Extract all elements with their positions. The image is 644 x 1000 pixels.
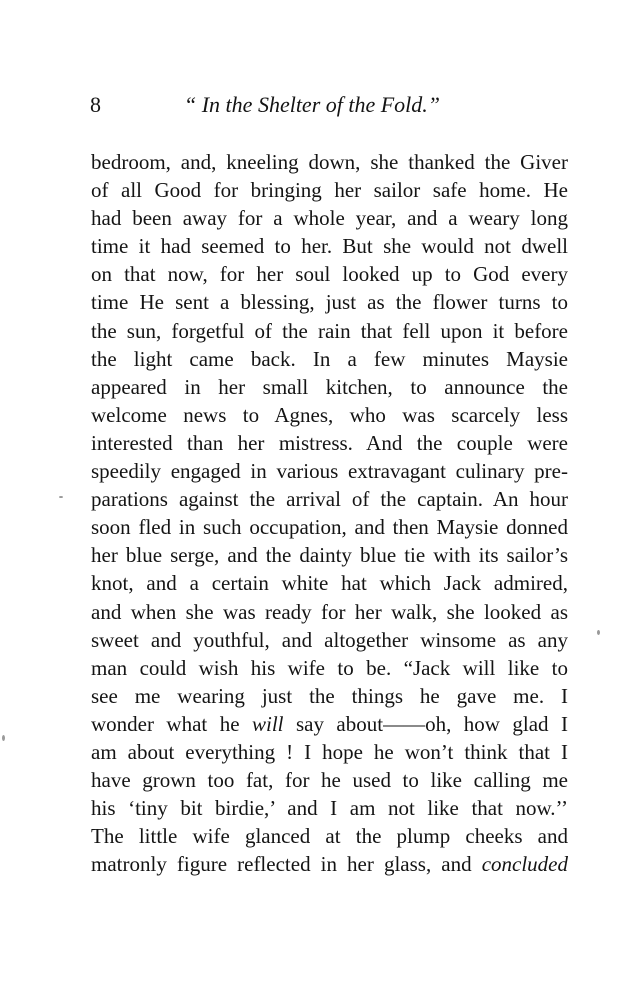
- text-line: time it had seemed to her. But she would not dwell: [91, 234, 568, 259]
- italic-word: will: [252, 711, 284, 736]
- text-line: bedroom, and, kneeling down, she thanked the Giver: [91, 150, 568, 174]
- text-line: on that now, for her soul looked up to God every: [91, 262, 568, 287]
- text-segment: say about——oh, how glad I: [283, 711, 569, 736]
- text-line: The little wife glanced at the plump cheeks and: [91, 824, 568, 849]
- text-line: the sun, forgetful of the rain that fell upon it before: [91, 318, 568, 343]
- paper-speck: [597, 630, 600, 635]
- text-line: time He sent a blessing, just as the flower turns to: [91, 290, 568, 315]
- text-segment: matronly figure reflected in her glass, and: [91, 852, 482, 877]
- text-line: his ‘tiny bit birdie,’ and I am not like that now.’’: [91, 796, 568, 821]
- text-line: have grown too fat, for he used to like calling me: [91, 768, 568, 793]
- text-line: sweet and youthful, and altogether winsome as any: [91, 627, 568, 652]
- page-number: 8: [90, 92, 101, 117]
- text-line: welcome news to Agnes, who was scarcely less: [91, 402, 568, 427]
- text-line: [91, 710, 568, 738]
- text-line: speedily engaged in various extravagant culinary pre-: [91, 459, 568, 484]
- text-line: soon fled in such occupation, and then Maysie donned: [91, 515, 568, 540]
- text-line: of all Good for bringing her sailor safe home. He: [91, 178, 568, 203]
- text-line: [91, 850, 568, 878]
- text-line: had been away for a whole year, and a weary long: [91, 206, 568, 231]
- page-header: [90, 92, 570, 122]
- italic-word: concluded: [481, 852, 568, 877]
- running-title: “ In the Shelter of the Fold.”: [184, 92, 441, 117]
- text-line: the light came back. In a few minutes Maysie: [91, 346, 568, 371]
- text-segment: wonder what he: [91, 711, 252, 736]
- text-line: her blue serge, and the dainty blue tie with its sailor’s: [91, 543, 568, 568]
- text-line: appeared in her small kitchen, to announce the: [91, 374, 568, 399]
- paper-speck: [2, 735, 5, 741]
- text-line: man could wish his wife to be. “Jack will like to: [91, 655, 568, 680]
- paper-speck: [59, 496, 63, 498]
- text-line: am about everything ! I hope he won’t think that I: [91, 739, 568, 764]
- body-text: [91, 148, 568, 878]
- text-line: interested than her mistress. And the couple were: [91, 430, 568, 455]
- text-line: parations against the arrival of the captain. An hour: [91, 487, 568, 512]
- text-line: knot, and a certain white hat which Jack admired,: [91, 571, 568, 596]
- text-line: and when she was ready for her walk, she looked as: [91, 599, 568, 624]
- text-line: see me wearing just the things he gave me. I: [91, 683, 568, 708]
